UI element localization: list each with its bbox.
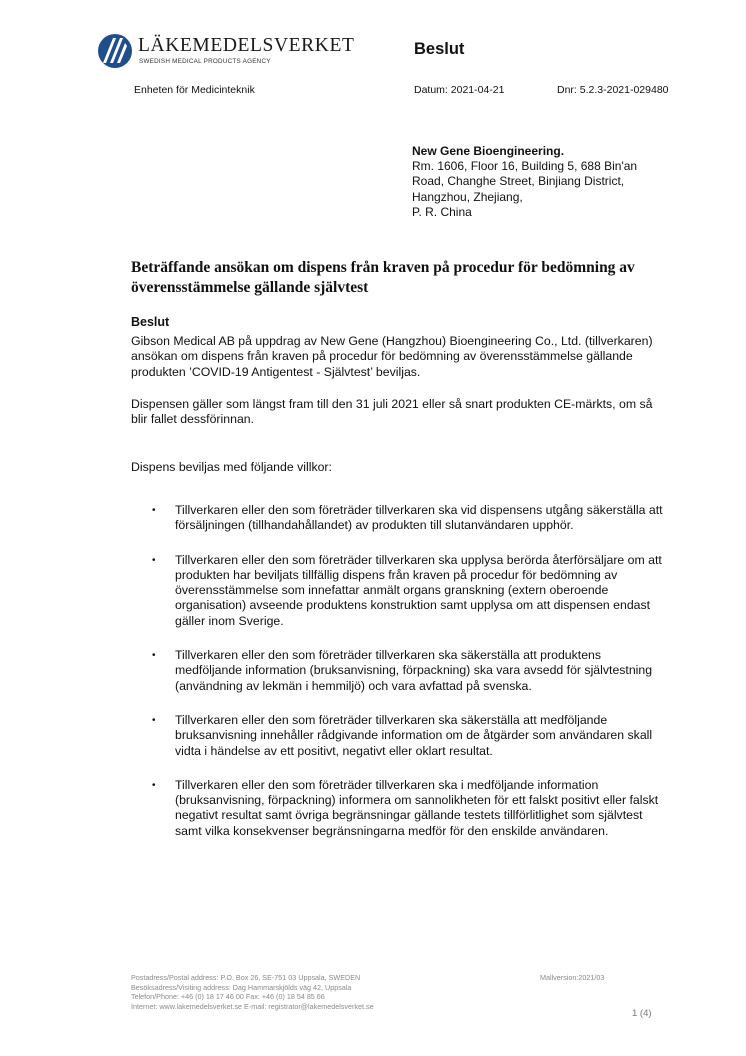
footer-postal: Postadress/Postal address: P.O. Box 26, SE-751 03 Uppsala, SWEDEN (131, 973, 361, 982)
list-item (131, 553, 671, 629)
issuing-unit: Enheten för Medicinteknik (134, 84, 255, 96)
reference-number: Dnr: 5.2.3-2021-029480 (557, 84, 669, 96)
list-item (131, 778, 671, 839)
footer-internet: Internet: www.lakemedelsverket.se E-mail: registrator@lakemedelsverket.se (131, 1001, 374, 1011)
bullet: • (152, 779, 156, 791)
conditions-intro: Dispens beviljas med följande villkor: (131, 460, 332, 474)
validity-paragraph: Dispensen gäller som längst fram till den 31 juli 2021 eller så snart produkten CE-märkts, om så blir fallet dessförinnan. (131, 397, 653, 427)
page-number: 1 (4) (632, 1008, 652, 1019)
list-item (131, 503, 671, 534)
address-line: Road, Changhe Street, Binjiang District, (412, 174, 625, 189)
footer-contact (131, 973, 374, 1011)
recipient-address (412, 144, 637, 220)
list-item (131, 648, 671, 694)
condition-text: Tillverkaren eller den som företräder tillverkaren ska säkerställa att produktens medföljande information (bruksanvisning, förpackning) ska vara avsedd för självtestning (användning av lekmän i hemmiljö) och vara avfattad på svenska. (175, 648, 653, 693)
template-version: Mallversion:2021/03 (540, 973, 605, 982)
condition-text: Tillverkaren eller den som företräder tillverkaren ska upplysa berörda återförsäljare om att produkten har beviljats tillfällig dispens från kraven på procedur för bedömning av överensstämmelse som innefattar anmält organs granskning (extern oberoende organisation) avseende produktens konstruktion samt upplysa om att dispensen endast gäller inom Sverige. (175, 552, 662, 628)
agency-logo-icon (97, 33, 133, 69)
address-line: Rm. 1606, Floor 16, Building 5, 688 Bin'an (412, 159, 638, 174)
footer-visiting: Besöksadress/Visiting address: Dag Hammarskjölds väg 42, Uppsala (131, 982, 352, 992)
list-item (131, 713, 671, 759)
bullet: • (152, 650, 156, 662)
footer-phone: Telefon/Phone: +46 (0) 18 17 46 00 Fax: +46 (0) 18 54 85 66 (131, 992, 325, 1002)
decision-heading: Beslut (131, 315, 170, 329)
agency-subtitle: SWEDISH MEDICAL PRODUCTS AGENCY (139, 58, 271, 65)
condition-text: Tillverkaren eller den som företräder tillverkaren ska i medföljande information (bruksanvisning, förpackning) informera om sannolikheten för ett falskt positivt eller falskt negativt resultat samt övriga begränsningar gällande testets tillförlitlighet som självtest samt vilka konsekvenser begränsningarna medför för den enskilde användaren. (175, 777, 659, 838)
conditions-list (131, 503, 671, 858)
recipient-company: New Gene Bioengineering. (412, 144, 565, 158)
agency-name: LÄKEMEDELSVERKET (138, 35, 355, 56)
condition-text: Tillverkaren eller den som företräder tillverkaren ska säkerställa att medföljande bruksanvisning innehåller rådgivande information om de åtgärder som användaren skall vidta i händelse av ett positivt, negativt eller oklart resultat. (175, 712, 653, 758)
address-line: P. R. China (412, 204, 472, 219)
document-date: Datum: 2021-04-21 (414, 84, 505, 96)
bullet: • (152, 505, 156, 516)
address-line: Hangzhou, Zhejiang, (412, 189, 523, 204)
bullet: • (152, 714, 156, 726)
subject-heading: Beträffande ansökan om dispens från kraven på procedur för bedömning av överensstämmelse gällande självtest (131, 259, 635, 296)
document-type: Beslut (414, 40, 465, 58)
bullet: • (152, 554, 156, 566)
condition-text: Tillverkaren eller den som företräder tillverkaren ska vid dispensens utgång säkerställa att försäljningen (tillhandahållandet) av produkten till slutanvändaren upphör. (175, 503, 663, 533)
decision-paragraph: Gibson Medical AB på uppdrag av New Gene (Hangzhou) Bioengineering Co., Ltd. (tillverkaren) ansökan om dispens från kraven på procedur för bedömning av överensstämmelse gällande produkten ’COVID-19 Antigentest - Självtest’ beviljas. (131, 334, 653, 379)
